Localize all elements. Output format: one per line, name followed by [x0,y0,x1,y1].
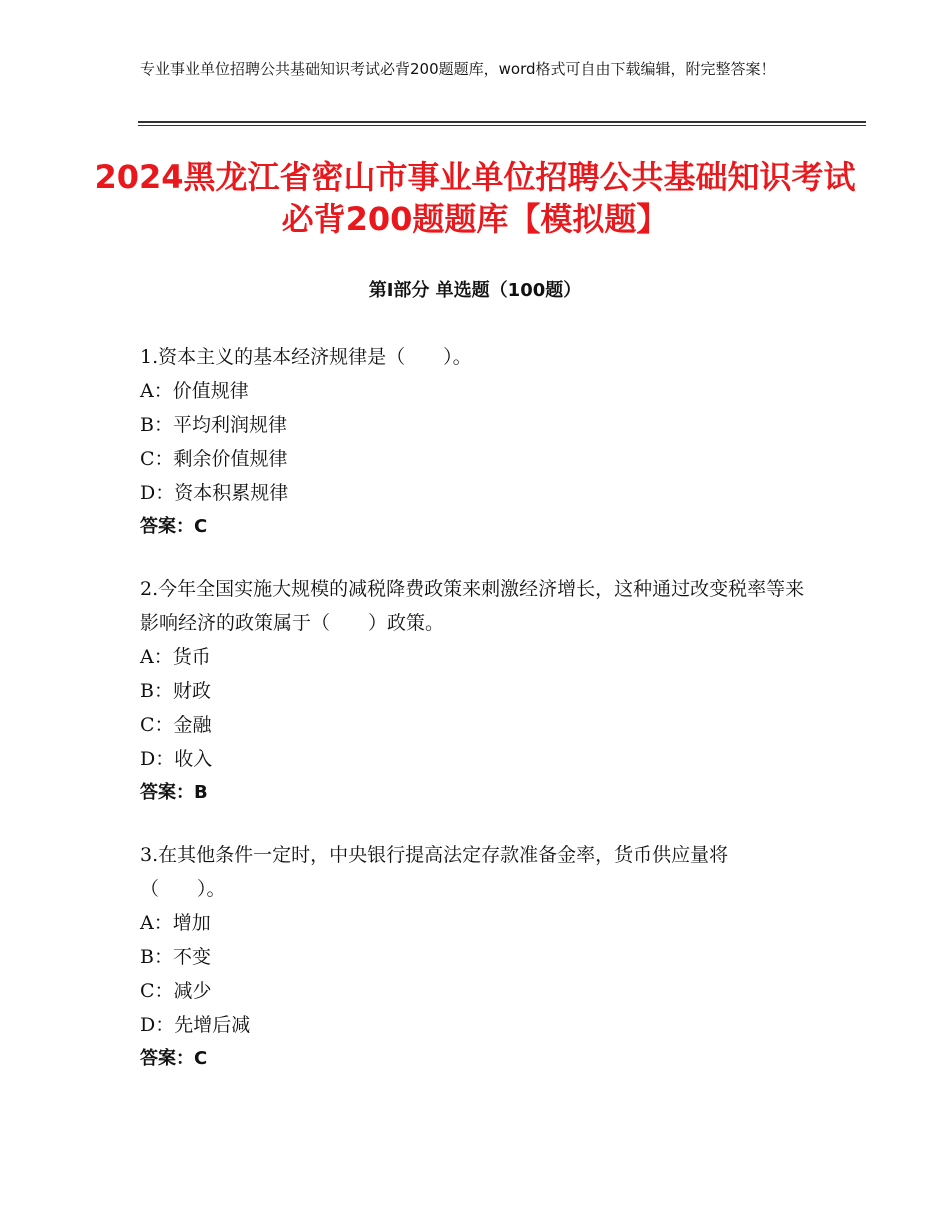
answer: 答案：B [140,782,208,803]
question-3 [140,838,810,1076]
option-a: A：货币 [140,646,211,668]
answer: 答案：C [140,1048,208,1069]
option-c: C：减少 [140,980,212,1002]
option-b: B：财政 [140,680,211,702]
option-d: D：先增后减 [140,1014,251,1036]
question-stem: 1.资本主义的基本经济规律是（ ）。 [140,346,472,368]
header-note: 专业事业单位招聘公共基础知识考试必背200题题库，word格式可自由下载编辑，附完整答案！ [140,60,776,78]
question-stem: 2.今年全国实施大规模的减税降费政策来刺激经济增长，这种通过改变税率等来影响经济的政策属于（ ）政策。 [140,578,805,634]
option-d: D：收入 [140,748,213,770]
question-1 [140,340,810,544]
section-title: 第I部分 单选题（100题） [368,280,582,301]
question-list [140,340,810,1104]
header-rule-thin [138,125,866,126]
option-b: B：平均利润规律 [140,414,287,436]
option-c: C：剩余价值规律 [140,448,288,470]
option-d: D：资本积累规律 [140,482,289,504]
question-2 [140,572,810,810]
header-rule-thick [138,121,866,123]
answer: 答案：C [140,516,208,537]
option-c: C：金融 [140,714,212,736]
question-stem: 3.在其他条件一定时，中央银行提高法定存款准备金率，货币供应量将（ ）。 [140,844,729,900]
document-title: 2024黑龙江省密山市事业单位招聘公共基础知识考试必背200题题库【模拟题】 [94,158,856,238]
option-a: A：增加 [140,912,211,934]
option-a: A：价值规律 [140,380,249,402]
option-b: B：不变 [140,946,211,968]
